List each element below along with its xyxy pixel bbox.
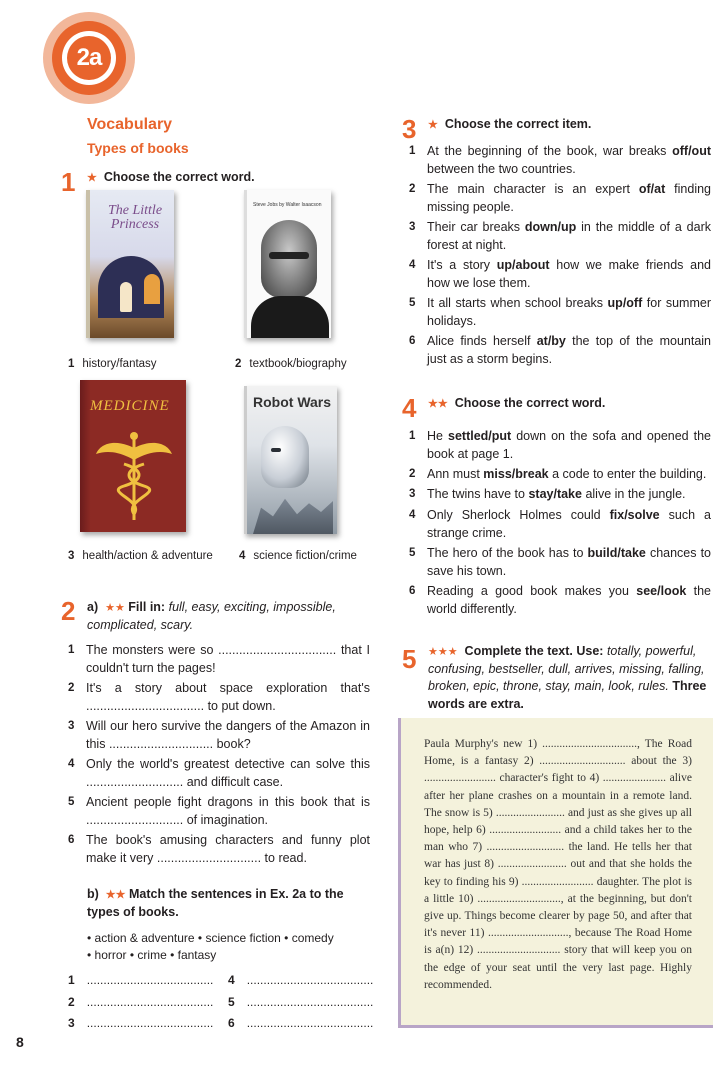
answer-line[interactable]: 5 ...................................... — [228, 995, 374, 1009]
exercise-4-number: 4 — [402, 393, 417, 423]
robot-head — [261, 426, 309, 488]
answer-line[interactable]: 3 ...................................... — [68, 1016, 214, 1030]
ex3-item: 3 Their car breaks down/up in the middle of a dark forest at night. — [409, 220, 711, 252]
ex3-item: 4 It's a story up/about how we make friends and how we lose them. — [409, 258, 711, 290]
ex3-item: 1 At the beginning of the book, war breaks off/out between the two countries. — [409, 144, 711, 176]
exercise-3-instruction: ★ Choose the correct item. — [428, 117, 592, 131]
answer-line[interactable]: 4 ...................................... — [228, 973, 374, 987]
black-sweater — [251, 296, 329, 338]
ex4-item: 3 The twins have to stay/take alive in the jungle. — [409, 487, 686, 501]
book-1-title: The Little Princess — [107, 203, 163, 232]
ex3-item: 5 It all starts when school breaks up/off for summer holidays. — [409, 296, 711, 328]
ex4-item: 4 Only Sherlock Holmes could fix/solve such a strange crime. — [409, 508, 711, 540]
exercise-2-number: 2 — [61, 596, 76, 626]
ex4-item: 2 Ann must miss/break a code to enter the building. — [409, 467, 707, 481]
book-cover-robot-wars — [244, 386, 337, 534]
exercise-5-instruction: ★★★ Complete the text. Use: totally, powerful, confusing, bestseller, dull, arrives, missing, falling, broken, epic, throne, stay, main, look, rules. Three words are extra. — [428, 644, 707, 711]
exercise-2b-instruction: b) ★★ Match the sentences in Ex. 2a to the types of books. — [87, 887, 344, 919]
book-4-title: Robot Wars — [253, 394, 332, 410]
section-title: Vocabulary — [87, 116, 173, 133]
unit-badge: 2a — [67, 36, 111, 80]
section-subtitle: Types of books — [87, 140, 189, 156]
ex2-item: 5 Ancient people fight dragons in this book that is ............................ of imagination. — [68, 795, 370, 827]
ex4-item: 5 The hero of the book has to build/take chances to save his town. — [409, 546, 711, 578]
book-4-caption: 4 science fiction/crime — [239, 550, 357, 562]
portrait-face — [261, 220, 317, 298]
review-text: Paula Murphy's new 1) ................................., The Road Home, is a fantasy 2) .............................. about the 3) ......................... character's fight to 4) ...................... alive after her plane crashes on a mountain in a remote land. The snow is 5) ........................ and just as she gives up all hope, help 6) ......................... and a child takes her to the man who 7) ........................... the land. He tells her that war has just 8) ........................ out and that she holds the key to finding his 9) ......................... daughter. The plot is a little 10) ............................., at the beginning, but don't give up. Things become clearer by page 50, and after that it's never 11) ............................, because The Road Home is a(n) 12) ............................. story that will keep you on the edge of your seat until the very last page. Highly recommended. — [424, 738, 692, 991]
ex4-item: 6 Reading a good book makes you see/look the world differently. — [409, 584, 711, 616]
ex3-item: 6 Alice finds herself at/by the top of the mountain just as a storm begins. — [409, 334, 712, 366]
ex2-item: 6 The book's amusing characters and funny plot make it very .............................. to read. — [68, 833, 370, 865]
robot-eye — [271, 448, 281, 452]
exercise-2a-instruction: a) ★★ Fill in: full, easy, exciting, impossible, complicated, scary. — [87, 600, 336, 632]
exercise-4-instruction: ★★ Choose the correct word. — [428, 396, 606, 410]
ruined-city — [253, 490, 333, 534]
page-number: 8 — [16, 1034, 24, 1050]
book-3-title: MEDICINE — [90, 398, 170, 414]
book-2-title-line: Steve Jobs by Walter Isaacson — [253, 202, 322, 208]
answer-line[interactable]: 1 ...................................... — [68, 973, 214, 987]
exercise-5-number: 5 — [402, 644, 417, 674]
ex2-item: 2 It's a story about space exploration that's .................................. to put down. — [68, 681, 370, 713]
answer-line[interactable]: 6 ...................................... — [228, 1016, 374, 1030]
book-cover-medicine — [80, 380, 186, 532]
ex2-item: 4 Only the world's greatest detective can solve this ............................ and difficult case. — [68, 757, 370, 789]
ex2-item: 1 The monsters were so .................................. that I couldn't turn the pages! — [68, 643, 370, 675]
book-cover-steve-jobs — [244, 190, 331, 338]
girl-figure — [120, 282, 132, 312]
ex4-item: 1 He settled/put down on the sofa and opened the book at page 1. — [409, 429, 712, 461]
exercise-1-instruction: ★ Choose the correct word. — [87, 170, 255, 184]
book-2-caption: 2 textbook/biography — [235, 358, 347, 370]
answer-line[interactable]: 2 ...................................... — [68, 995, 214, 1009]
book-3-caption: 3 health/action & adventure — [68, 550, 213, 562]
book-types-list: • action & adventure • science fiction • comedy • horror • crime • fantasy — [87, 931, 334, 962]
ex2-item: 3 Will our hero survive the dangers of the Amazon in this .............................. book? — [68, 719, 370, 751]
caduceus-icon — [94, 430, 174, 522]
window — [144, 274, 160, 304]
book-cover-little-princess — [86, 190, 174, 338]
exercise-1-number: 1 — [61, 167, 76, 197]
ex3-item: 2 The main character is an expert of/at finding missing people. — [409, 182, 712, 214]
exercise-3-number: 3 — [402, 114, 417, 144]
glasses — [269, 252, 309, 259]
book-1-caption: 1 history/fantasy — [68, 358, 157, 370]
